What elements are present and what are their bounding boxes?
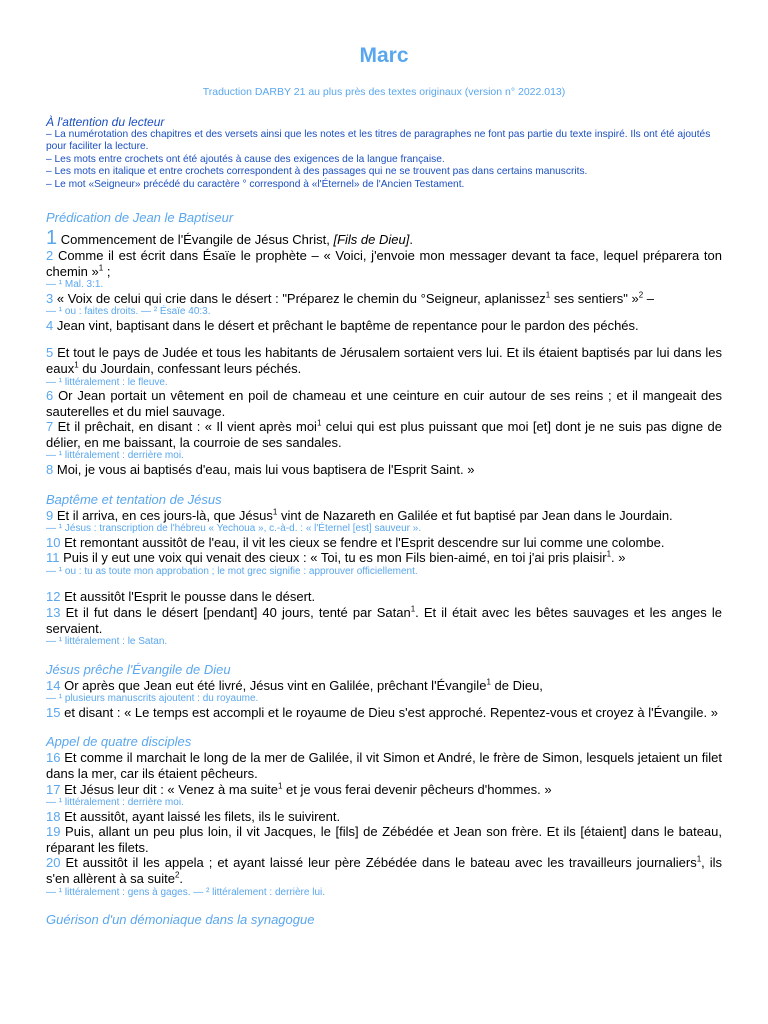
verse: [46, 228, 722, 248]
verse-text: Et aussitôt il les appela ; et ayant laissé leur père Zébédée dans le bateau avec les travailleurs journaliers: [65, 855, 697, 871]
section-title: Baptême et tentation de Jésus: [46, 491, 222, 507]
footnote: — ¹ plusieurs manuscrits ajoutent : du royaume.: [46, 693, 259, 705]
reader-notice: [46, 115, 722, 191]
footnote: — ¹ ou : faites droits. — ² Ésaïe 40:3.: [46, 306, 211, 318]
verse-text: –: [643, 290, 654, 306]
footnote-marker: 1: [606, 549, 612, 559]
verse-number: 4: [46, 317, 54, 333]
verse-number: 12: [46, 589, 61, 605]
verse-number: 3: [46, 290, 54, 306]
verse-text: Puis il y eut une voix qui venait des cieux : « Toi, tu es mon Fils bien-aimé, en toi j'ai pris plaisir: [63, 550, 607, 566]
footnote-marker: 1: [410, 604, 416, 614]
verse-text: . Et il était avec les bêtes sauvages et les anges le servaient.: [46, 604, 722, 636]
verse: [46, 809, 722, 825]
footnote-marker: 1: [277, 781, 283, 791]
footnote-marker: 1: [98, 263, 104, 273]
verse-text: Commencement de l'Évangile de Jésus Christ,: [60, 232, 334, 248]
footnote-marker: 1: [545, 290, 551, 300]
verse-text: Moi, je vous ai baptisés d'eau, mais lui vous baptisera de l'Esprit Saint. »: [56, 461, 475, 477]
verse: [46, 508, 722, 524]
verse-text: Et comme il marchait le long de la mer de Galilée, il vit Simon et André, le frère de Simon, lesquels jetaient un filet dans la mer, car ils étaient pêcheurs.: [46, 750, 722, 781]
footnote-marker: 2: [638, 290, 644, 300]
verse-text: ses sentiers" »: [550, 290, 639, 306]
verse-text: ;: [103, 263, 111, 279]
verse-number: 7: [46, 419, 54, 435]
verse: [46, 345, 722, 376]
chapter-number: 1: [46, 227, 58, 250]
footnote-marker: 1: [696, 855, 702, 865]
footnote: — ¹ ou : tu as toute mon approbation ; le mot grec signifie : approuver officiellement.: [46, 565, 418, 577]
verse-text: Or après que Jean eut été livré, Jésus vint en Galilée, prêchant l'Évangile: [64, 677, 487, 693]
verse-number: 9: [46, 507, 54, 523]
verse-number: 13: [46, 604, 61, 620]
verse: [46, 678, 722, 694]
verse-text: Puis, allant un peu plus loin, il vit Jacques, le [fils] de Zébédée et Jean son frère. Et ils [étaient] dans le bateau, réparant les filets.: [46, 824, 722, 855]
verse: [46, 705, 722, 721]
verse-number: 19: [46, 824, 61, 840]
verse-italic-text: [Fils de Dieu]: [333, 232, 410, 248]
verse: [46, 605, 722, 636]
verse-number: 8: [46, 461, 54, 477]
verse-text: .: [179, 870, 184, 886]
notice-line: – Le mot «Seigneur» précédé du caractère ° correspond à «l'Éternel» de l'Ancien Testament.: [46, 178, 465, 190]
verse: [46, 750, 722, 781]
verse-number: 18: [46, 808, 61, 824]
verse: [46, 388, 722, 419]
verse-text: vint de Nazareth en Galilée et fut baptisé par Jean dans le Jourdain.: [277, 507, 673, 523]
footnote: — ¹ littéralement : derrière moi.: [46, 450, 184, 462]
section-title: Jésus prêche l'Évangile de Dieu: [46, 661, 231, 677]
verse-text: Comme il est écrit dans Ésaïe le prophète – « Voici, j'envoie mon messager devant ta face, lequel préparera ton chemin »: [46, 248, 722, 279]
verse-text: .: [409, 232, 413, 248]
verse: [46, 824, 722, 855]
verse-number: 14: [46, 677, 61, 693]
verse-text: de Dieu,: [490, 677, 543, 693]
verse-text: et disant : « Le temps est accompli et le royaume de Dieu s'est approché. Repentez-vous et croyez à l'Évangile. »: [64, 704, 718, 720]
verse-number: 10: [46, 534, 61, 550]
verse-text: . »: [611, 550, 626, 566]
verse-text: celui qui est plus puissant que moi [et] dont je ne suis pas digne de délier, en me baissant, la courroie de ses sandales.: [46, 419, 722, 450]
translation-subtitle: Traduction DARBY 21 au plus près des textes originaux (version n° 2022.013): [202, 86, 566, 98]
verse-text: Et remontant aussitôt de l'eau, il vit les cieux se fendre et l'Esprit descendre sur lui comme une colombe.: [64, 534, 665, 550]
verse-number: 6: [46, 388, 54, 404]
notice-line: – La numérotation des chapitres et des versets ainsi que les notes et les titres de paragraphes ne font pas partie du texte inspiré. Ils ont été ajoutés pour faciliter la lecture.: [46, 129, 711, 153]
verse: [46, 535, 722, 551]
notice-line: – Les mots en italique et entre crochets correspondent à des passages qui ne se trouvent pas dans certains manuscrits.: [46, 166, 588, 178]
footnote: — ¹ littéralement : derrière moi.: [46, 797, 184, 809]
section-title: Appel de quatre disciples: [46, 734, 192, 750]
verse-text: Et il fut dans le désert [pendant] 40 jours, tenté par Satan: [65, 604, 411, 620]
verse: [46, 291, 722, 307]
footnote-marker: 1: [272, 507, 278, 517]
verse-text: Et Jésus leur dit : « Venez à ma suite: [64, 781, 278, 797]
footnote: — ¹ Mal. 3:1.: [46, 279, 104, 291]
notice-line: – Les mots entre crochets ont été ajoutés à cause des exigences de la langue française.: [46, 153, 445, 165]
footnote: — ¹ Jésus : transcription de l'hébreu « Yechoua », c.-à-d. : « l'Éternel [est] sauveur ».: [46, 523, 422, 535]
section-title: Prédication de Jean le Baptiseur: [46, 210, 234, 226]
verse-text: , ils s'en allèrent à sa suite: [46, 855, 723, 886]
verse-text: Et aussitôt, ayant laissé les filets, ils le suivirent.: [64, 808, 341, 824]
document-page: [46, 0, 722, 928]
verse-text: du Jourdain, confessant leurs péchés.: [78, 361, 302, 376]
verse-text: et je vous ferai devenir pêcheurs d'hommes. »: [282, 781, 552, 797]
verse-text: Et il arriva, en ces jours-là, que Jésus: [56, 507, 273, 523]
verse: [46, 589, 722, 605]
verse-number: 11: [46, 550, 60, 566]
footnote-marker: 1: [316, 418, 322, 428]
verse-number: 16: [46, 750, 61, 766]
footnote-marker: 2: [174, 870, 180, 880]
verse: [46, 248, 722, 279]
verse-text: « Voix de celui qui crie dans le désert : "Préparez le chemin du °Seigneur, aplanissez: [56, 290, 546, 306]
verse: [46, 462, 722, 478]
verse: [46, 318, 722, 334]
verse-text: Et il prêchait, en disant : « Il vient après moi: [57, 419, 317, 435]
footnote: — ¹ littéralement : le fleuve.: [46, 376, 168, 388]
verse: [46, 782, 722, 798]
verse-number: 20: [46, 855, 61, 871]
verse-text: Jean vint, baptisant dans le désert et prêchant le baptême de repentance pour le pardon des péchés.: [56, 317, 639, 333]
verse-number: 17: [46, 781, 61, 797]
verse: [46, 855, 722, 886]
footnote-marker: 1: [486, 677, 491, 687]
verse-text: Et tout le pays de Judée et tous les habitants de Jérusalem sortaient vers lui. Et ils étaient baptisés par lui dans les eaux: [46, 345, 722, 376]
verse-text: Et aussitôt l'Esprit le pousse dans le désert.: [64, 589, 316, 605]
footnote-marker: 1: [74, 360, 79, 370]
verse: [46, 550, 722, 566]
notice-heading: À l'attention du lecteur: [46, 115, 165, 129]
section-title: Guérison d'un démoniaque dans la synagogue: [46, 912, 315, 928]
verse-number: 15: [46, 704, 61, 720]
verse-number: 2: [46, 248, 54, 264]
footnote: — ¹ littéralement : gens à gages. — ² littéralement : derrière lui.: [46, 886, 326, 898]
verse-number: 5: [46, 345, 54, 361]
footnote: — ¹ littéralement : le Satan.: [46, 636, 168, 648]
verse-text: Or Jean portait un vêtement en poil de chameau et une ceinture en cuir autour de ses reins ; et il mangeait des sauterelles et du miel sauvage.: [46, 388, 722, 419]
verse: [46, 419, 722, 450]
book-title: Marc: [359, 44, 409, 67]
